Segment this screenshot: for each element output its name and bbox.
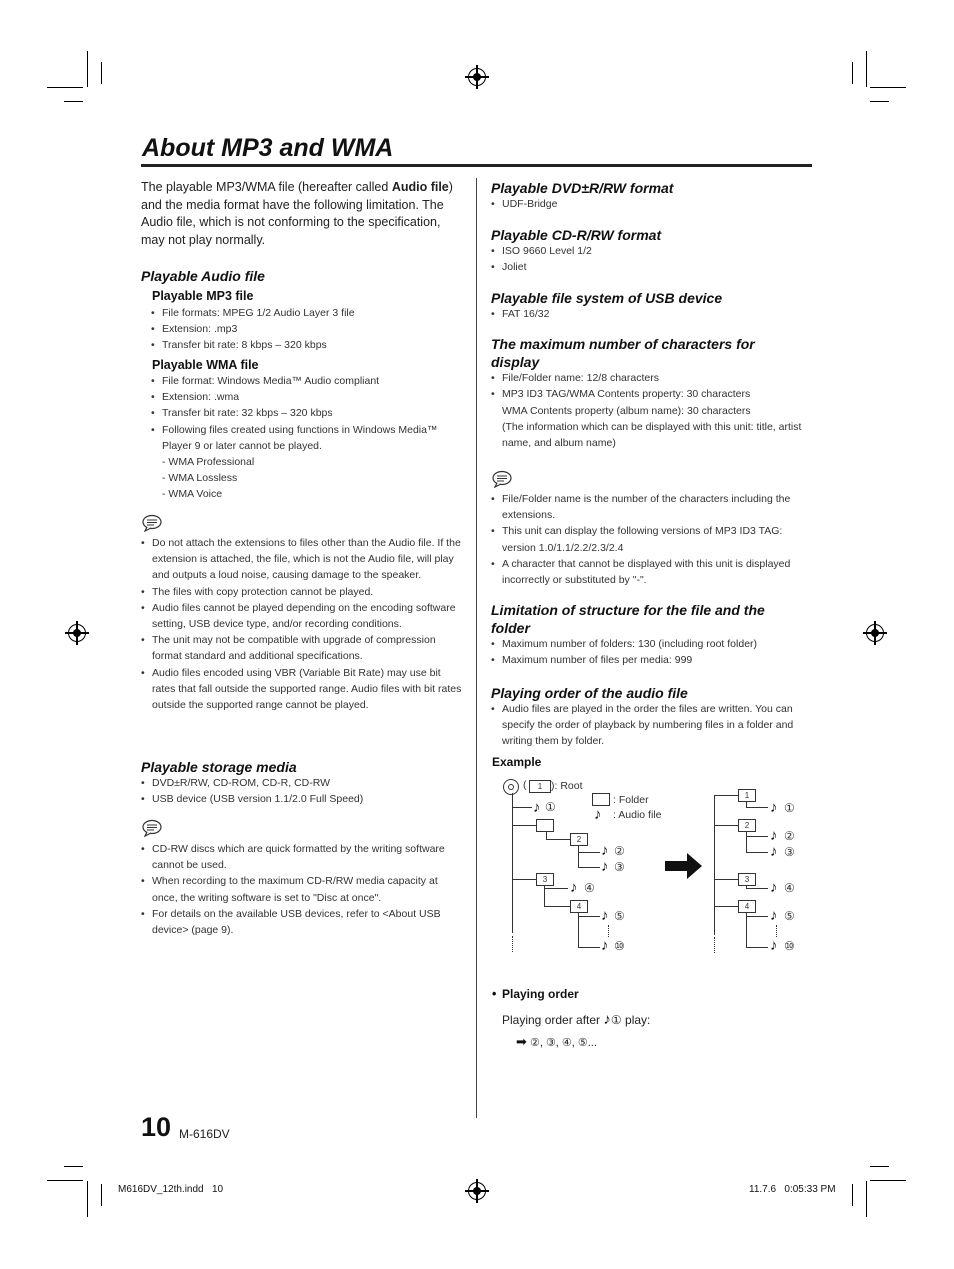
intro-text-2: ) and the media format have the following limitation. The Audio file, which is not conforming to the specification, may not play normally.	[141, 180, 453, 247]
audio-file-icon: ♪	[594, 806, 602, 823]
folder-icon: 3	[536, 873, 554, 886]
list-item: • FAT 16/32	[491, 306, 811, 322]
audio-file-heading: Playable Audio file	[141, 268, 265, 284]
list-item: • File formats: MPEG 1/2 Audio Layer 3 file	[151, 305, 461, 321]
file-number: ③	[614, 860, 625, 874]
list-item: • UDF-Bridge	[491, 196, 811, 212]
file-number: ①	[545, 800, 556, 814]
audio-file-icon: ♪	[770, 843, 778, 860]
list-item: • Maximum number of files per media: 999	[491, 652, 811, 668]
folder-icon: 4	[570, 900, 588, 913]
list-item: • Audio files cannot be played depending on the encoding software setting, USB device type, and/or recording conditions.	[141, 600, 462, 632]
playing-order-sequence-line	[516, 1034, 597, 1050]
list-item: • The unit may not be compatible with upgrade of compression format standard and additional specifications.	[141, 632, 462, 664]
list-item: • CD-RW discs which are quick formatted by the writing software cannot be used.	[141, 841, 462, 873]
list-item: • Transfer bit rate: 8 kbps – 320 kbps	[151, 337, 461, 353]
folder-icon: 2	[738, 819, 756, 832]
list-item: • The files with copy protection cannot be played.	[141, 584, 462, 600]
limitation-heading: Limitation of structure for the file and the folder	[491, 602, 765, 636]
audio-file-icon: ♪	[770, 907, 778, 924]
file-number: ⑩	[784, 939, 795, 953]
folder-icon	[536, 819, 554, 832]
storage-heading: Playable storage media	[141, 759, 297, 775]
file-number: ②	[614, 844, 625, 858]
sub-item: - WMA Professional	[162, 456, 255, 468]
page-number: 10	[141, 1112, 172, 1142]
maxchars-heading: The maximum number of characters for display	[491, 336, 755, 370]
list-item: • Extension: .wma	[151, 389, 461, 405]
continued-text: (The information which can be displayed with this unit: title, artist name, and album name)	[502, 421, 802, 450]
file-number: ①	[610, 1013, 622, 1027]
list-item: • File format: Windows Media™ Audio compliant	[151, 373, 461, 389]
file-number: ④	[784, 881, 795, 895]
list-item: • Joliet	[491, 259, 811, 275]
file-number: ⑤	[784, 909, 795, 923]
folder-icon	[592, 793, 610, 806]
list-item: • For details on the available USB devices, refer to <About USB device> (page 9).	[141, 906, 462, 938]
list-item: • DVD±R/RW, CD-ROM, CD-R, CD-RW	[141, 775, 462, 791]
model-name: M-616DV	[179, 1127, 230, 1141]
list-item: • File/Folder name: 12/8 characters	[491, 370, 811, 386]
intro-bold: Audio file	[391, 180, 449, 194]
playing-order-subheading: Playing order	[502, 987, 579, 1001]
audio-file-icon: ♪	[601, 842, 609, 859]
folder-icon: 1	[738, 789, 756, 802]
sub-item: - WMA Lossless	[162, 472, 238, 485]
audio-file-icon: ♪	[770, 827, 778, 844]
file-number: ③	[784, 845, 795, 859]
list-item: • Following files created using functions in Windows Media™ Player 9 or later cannot be played.	[151, 422, 461, 454]
playing-order-post: play:	[625, 1013, 651, 1027]
file-number: ②	[784, 829, 795, 843]
usbfs-heading: Playable file system of USB device	[491, 290, 723, 306]
list-item: • Maximum number of folders: 130 (including root folder)	[491, 636, 811, 652]
intro-text-1: The playable MP3/WMA file (hereafter called	[141, 180, 392, 194]
folder-icon: 2	[570, 833, 588, 846]
audio-file-icon: ♪	[770, 937, 778, 954]
playing-order-heading: Playing order of the audio file	[491, 685, 688, 701]
paren-open: (	[523, 779, 527, 791]
dvd-heading: Playable DVD±R/RW format	[491, 180, 674, 196]
example-label: Example	[492, 755, 542, 769]
list-item: • A character that cannot be displayed with this unit is displayed incorrectly or substituted by "-".	[491, 556, 803, 588]
audio-file-icon: ♪	[601, 907, 609, 924]
cd-heading: Playable CD-R/RW format	[491, 227, 662, 243]
page-title: About MP3 and WMA	[142, 134, 394, 162]
sub-item: - WMA Voice	[162, 488, 223, 501]
root-disc-hole	[508, 784, 514, 790]
list-item: • This unit can display the following versions of MP3 ID3 TAG: version 1.0/1.1/2.2/2.3/2.4	[491, 523, 803, 555]
folder-legend-label: : Folder	[613, 794, 649, 806]
list-item: • Do not attach the extensions to files other than the Audio file. If the extension is attached, the file, which is not the Audio file, will play and outputs a loud noise, causing damage to the speaker.	[141, 535, 462, 584]
list-item: • Extension: .mp3	[151, 321, 461, 337]
audio-file-icon: ♪	[770, 799, 778, 816]
audio-file-icon: ♪	[603, 1011, 611, 1028]
footer-timestamp: 11.7.6 0:05:33 PM	[749, 1184, 836, 1195]
file-number: ①	[784, 801, 795, 815]
mp3-heading: Playable MP3 file	[152, 289, 254, 303]
folder-icon: 1	[529, 780, 551, 793]
audio-file-icon: ♪	[533, 799, 541, 816]
list-item: • Audio files encoded using VBR (Variable Bit Rate) may use bit rates that fall outside the supported range. Audio files with bit rates outside the supported range cannot be played.	[141, 665, 462, 714]
file-number: ⑩	[614, 939, 625, 953]
footer-filename: M616DV_12th.indd 10	[118, 1184, 224, 1195]
folder-icon: 3	[738, 873, 756, 886]
list-item: • MP3 ID3 TAG/WMA Contents property: 30 characters	[491, 386, 811, 402]
continuation-dots	[512, 936, 513, 952]
list-item: • Transfer bit rate: 32 kbps – 320 kbps	[151, 405, 461, 421]
continuation-dots	[776, 925, 777, 937]
arrow-right-icon: ➡	[516, 1034, 527, 1049]
list-item: • USB device (USB version 1.1/2.0 Full Speed)	[141, 791, 462, 807]
playing-order-pre: Playing order after	[502, 1013, 601, 1027]
list-item: • When recording to the maximum CD-R/RW media capacity at once, the writing software is set to "Disc at once".	[141, 873, 462, 905]
audio-file-icon: ♪	[601, 937, 609, 954]
folder-icon: 4	[738, 900, 756, 913]
audio-file-icon: ♪	[570, 879, 578, 896]
audio-legend-label: : Audio file	[613, 809, 662, 821]
root-label: ): Root	[551, 780, 583, 792]
playing-order-line	[502, 1011, 650, 1028]
playing-order-bullet: •	[492, 987, 497, 1001]
arrow-right-icon	[665, 852, 703, 880]
audio-file-icon: ♪	[601, 858, 609, 875]
wma-heading: Playable WMA file	[152, 358, 259, 372]
continuation-dots	[714, 937, 715, 953]
playing-order-sequence: ②, ③, ④, ⑤...	[529, 1037, 597, 1049]
list-item: • Audio files are played in the order the files are written. You can specify the order of playback by numbering files in a folder and writing them by folder.	[491, 701, 813, 750]
audio-file-icon: ♪	[770, 879, 778, 896]
list-item: • File/Folder name is the number of the characters including the extensions.	[491, 491, 803, 523]
file-number: ⑤	[614, 909, 625, 923]
list-item: • ISO 9660 Level 1/2	[491, 243, 811, 259]
continuation-dots	[608, 925, 609, 937]
file-number: ④	[584, 881, 595, 895]
continued-text: WMA Contents property (album name): 30 characters	[502, 405, 751, 417]
